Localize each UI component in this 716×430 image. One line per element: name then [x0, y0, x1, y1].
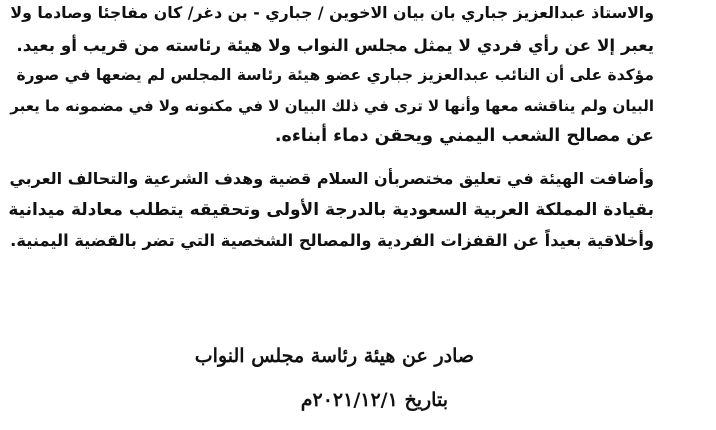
body-line-3: مؤكدة على أن النائب عبدالعزيز جباري عضو هيئة رئاسة المجلس لم يضعها في صورة — [16, 66, 654, 84]
body-line-7: بقيادة المملكة العربية السعودية بالدرجة الأولى وتحقيقه يتطلب معادلة ميدانية — [8, 200, 654, 220]
issue-date: بتاريخ ٢٠٢١/١٢/١م — [300, 389, 448, 411]
issuer-signature: صادر عن هيئة رئاسة مجلس النواب — [194, 345, 474, 367]
body-line-2: يعبر إلا عن رأي فردي لا يمثل مجلس النواب ولا هيئة رئاسته من قريب أو بعيد. — [16, 35, 654, 55]
body-line-6: وأضافت الهيئة في تعليق مختصربأن السلام قضية وهدف الشرعية والتحالف العربي — [9, 169, 654, 188]
body-line-8: وأخلاقية بعيداً عن القفزات الفردية والمصالح الشخصية التي تضر بالقضية اليمنية. — [10, 231, 654, 250]
body-line-5: عن مصالح الشعب اليمني ويحقن دماء أبناءه. — [274, 126, 654, 146]
body-line-4: البيان ولم يناقشه معها وأنها لا ترى في ذلك البيان لا في مكنونه ولا في مضمونه ما يعبر — [10, 97, 654, 115]
body-line-1: والاستاذ عبدالعزيز جباري بان بيان الاخوين / جباري - بن دغر/ كان مفاجئا وصادما ولا — [10, 3, 654, 22]
